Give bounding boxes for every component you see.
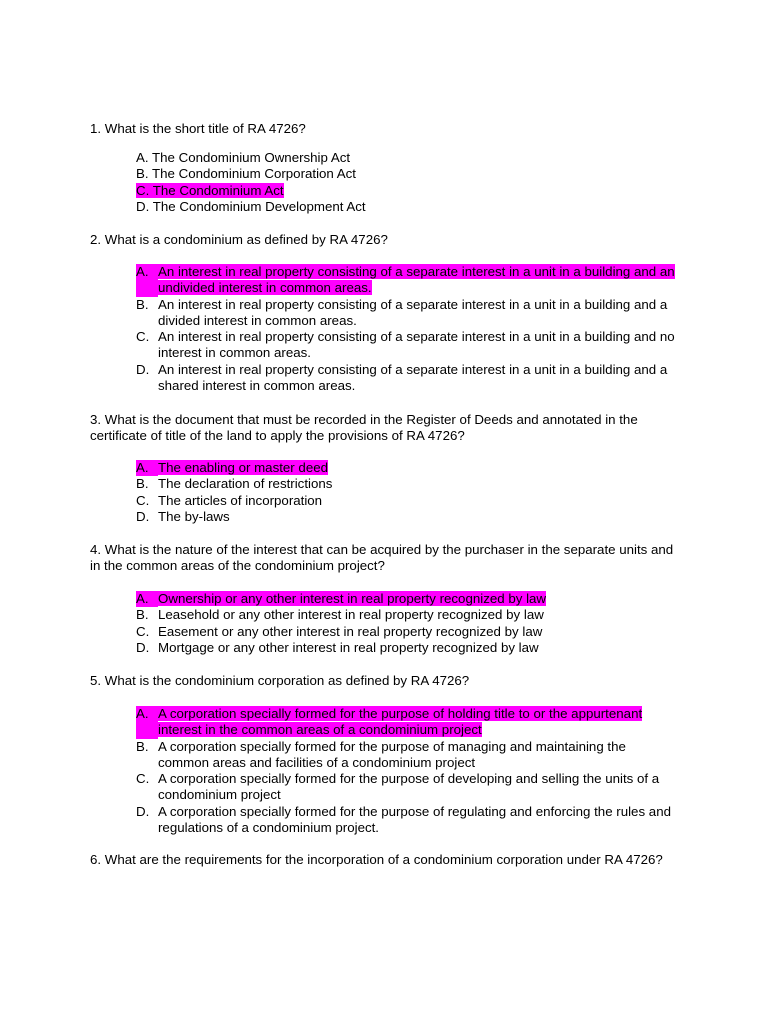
question-5-option-d [136, 804, 680, 837]
question-5-option-b [136, 739, 680, 772]
question-5-option-a [136, 706, 680, 739]
question-2-option-b [136, 297, 680, 330]
option-letter: C. [136, 329, 150, 345]
question-1-option-b: B. The Condominium Corporation Act [136, 166, 357, 182]
option-letter: D. [136, 803, 150, 819]
option-letter: C. [136, 623, 150, 639]
question-4-option-c [136, 624, 680, 640]
question-5-option-c [136, 771, 680, 804]
option-letter: D. [136, 639, 150, 655]
question-1-option-d: D. The Condominium Development Act [136, 198, 366, 214]
question-1-option-c [136, 183, 680, 199]
option-letter: D. [136, 508, 150, 524]
option-letter: D. [136, 361, 150, 377]
option-text: A corporation specially formed for the purpose of managing and maintaining the common areas and facilities of a condominium project [158, 738, 626, 770]
option-letter: B. [136, 738, 149, 754]
option-letter: A. [136, 460, 158, 476]
option-text: A corporation specially formed for the purpose of regulating and enforcing the rules and regulations of a condominium project. [158, 803, 671, 836]
option-text: Mortgage or any other interest in real property recognized by law [158, 639, 539, 655]
option-text: The articles of incorporation [158, 492, 323, 508]
answer-highlight: The enabling or master deed [158, 460, 329, 475]
question-3-option-b [136, 476, 680, 492]
question-2-option-d [136, 362, 680, 395]
question-3-prompt: 3. What is the document that must be recorded in the Register of Deeds and annotated in the certificate of title of the land to apply the provisions of RA 4726? [90, 412, 638, 444]
question-6-prompt: 6. What are the requirements for the incorporation of a condominium corporation under RA 4726? [90, 852, 663, 867]
question-4-prompt: 4. What is the nature of the interest that can be acquired by the purchaser in the separate units and in the common areas of the condominium project? [90, 542, 674, 574]
question-4-option-d [136, 640, 680, 656]
question-4-option-b [136, 607, 680, 623]
question-5-options [136, 706, 680, 836]
question-3-options [136, 460, 680, 525]
option-letter: B. [136, 296, 149, 312]
option-letter: C. [136, 492, 150, 508]
question-2-options [136, 264, 680, 394]
question-3-option-a [136, 460, 680, 476]
question-2-option-a [136, 264, 680, 297]
option-letter: A. [136, 591, 158, 607]
question-1-option-a: A. The Condominium Ownership Act [136, 150, 351, 165]
option-text: An interest in real property consisting of a separate interest in a unit in a building and a divided interest in common areas. [158, 296, 668, 328]
option-letter: A. [136, 706, 158, 739]
question-1-options [136, 150, 680, 215]
option-text: Easement or any other interest in real property recognized by law [158, 623, 543, 639]
question-4-options [136, 591, 680, 656]
option-text: Leasehold or any other interest in real property recognized by law [158, 607, 544, 623]
question-2-option-c [136, 329, 680, 362]
option-text: An interest in real property consisting of a separate interest in a unit in a building and no interest in common areas. [158, 329, 675, 361]
question-3-option-d [136, 509, 680, 525]
option-text: The by-laws [158, 508, 230, 524]
question-5-prompt: 5. What is the condominium corporation as defined by RA 4726? [90, 673, 470, 688]
answer-highlight: An interest in real property consisting of a separate interest in a unit in a building and an undivided interest in common areas. [158, 264, 675, 296]
option-text: A corporation specially formed for the purpose of developing and selling the units of a condominium project [158, 771, 660, 803]
option-letter: C. [136, 771, 150, 787]
answer-highlight: A corporation specially formed for the purpose of holding title to or the appurtenant interest in the common areas of a condominium project [158, 706, 643, 738]
question-3-option-c [136, 493, 680, 509]
answer-highlight: C. The Condominium Act [136, 182, 284, 198]
answer-highlight: Ownership or any other interest in real property recognized by law [158, 591, 547, 606]
option-text: The declaration of restrictions [158, 476, 333, 492]
option-letter: B. [136, 476, 149, 492]
option-text: An interest in real property consisting of a separate interest in a unit in a building and a shared interest in common areas. [158, 361, 668, 394]
option-letter: B. [136, 607, 149, 623]
question-2-prompt: 2. What is a condominium as defined by RA 4726? [90, 232, 388, 247]
option-letter: A. [136, 264, 158, 297]
question-1-prompt: 1. What is the short title of RA 4726? [90, 121, 306, 136]
question-4-option-a [136, 591, 680, 607]
